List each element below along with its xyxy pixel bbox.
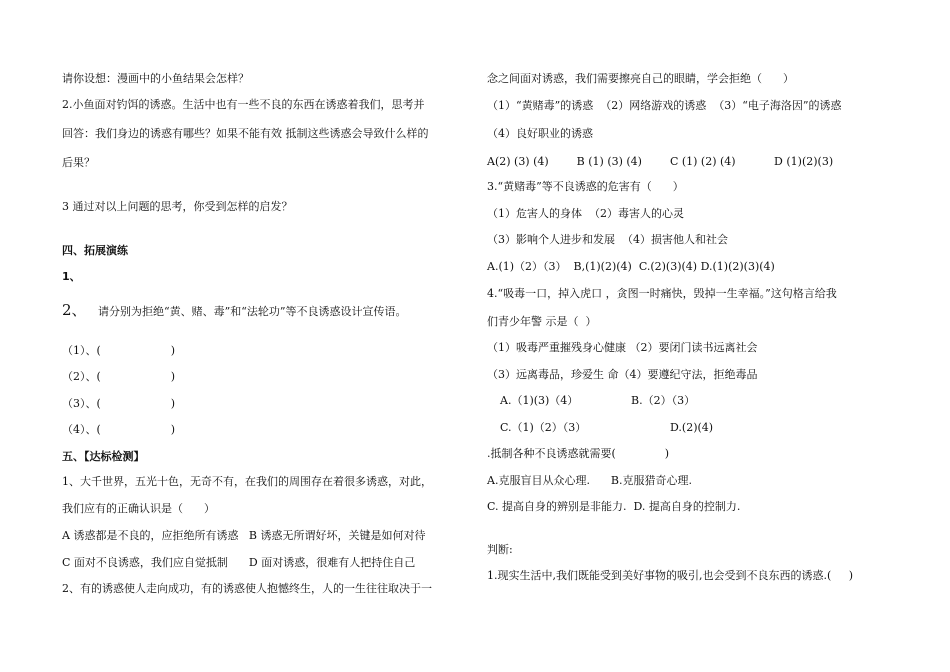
question-line: 1、大千世界，五光十色，无奇不有，在我们的周围存在着很多诱惑，对此， xyxy=(62,475,432,488)
answer-choice-b: B.（2）（3） xyxy=(631,394,696,407)
text-line: 回答：我们身边的诱惑有哪些？如果不能有效 抵制这些诱惑会导致什么样的 xyxy=(62,127,429,140)
slogan-blank: （1）、( ) xyxy=(62,344,176,357)
question-line: 3.“黄赌毒”等不良诱惑的危害有（ ） xyxy=(487,180,684,193)
question-line: 念之间面对诱惑，我们需要擦亮自己的眼睛，学会拒绝（ ） xyxy=(487,72,794,85)
slogan-blank: （3）、( ) xyxy=(62,397,176,410)
answer-choices: A(2) (3) (4) B (1) (3) (4) C (1) (2) (4) D (1)(2)(3) xyxy=(487,155,834,168)
question-line: 4.“吸毒一口，掉入虎口 ，贪图一时痛快，毁掉一生幸福。”这句格言给我 xyxy=(487,287,837,300)
question-line: .抵制各种不良诱惑就需要( ) xyxy=(487,447,670,460)
prompt-text: 请分别为拒绝“黄、赌、毒”和“法轮功”等不良诱惑设计宣传语。 xyxy=(98,305,407,318)
section-heading: 四、拓展演练 xyxy=(62,244,128,257)
text-line: 请你设想：漫画中的小鱼结果会怎样？ xyxy=(62,72,249,85)
question-option: A 诱惑都是不良的，应拒绝所有诱惑 B 诱惑无所谓好坏，关键是如何对待 xyxy=(62,529,426,542)
item-number: 2、 xyxy=(62,301,87,319)
item-number: 1、 xyxy=(62,270,81,283)
question-line: 2、有的诱惑使人走向成功，有的诱惑使人抱憾终生，人的一生往往取决于一 xyxy=(62,582,432,595)
text-line: 3 通过对以上问题的思考，你受到怎样的启发？ xyxy=(62,200,293,213)
question-line: 们青少年警 示是（ ） xyxy=(487,315,597,328)
question-option: （3）影响个人进步和发展 （4）损害他人和社会 xyxy=(487,233,728,246)
question-option: （1）“黄赌毒”的诱惑 （2）网络游戏的诱惑 （3）“电子海洛因”的诱惑 xyxy=(487,99,842,112)
question-option: （3）远离毒品，珍爱生 命（4）要遵纪守法，拒绝毒品 xyxy=(487,368,758,381)
answer-choice-d: D.(2)(4) xyxy=(670,421,714,434)
question-option: A.克服盲目从众心理. B.克服猎奇心理. xyxy=(487,474,692,487)
question-option: C 面对不良诱惑，我们应自觉抵制 D 面对诱惑，很难有人把持住自己 xyxy=(62,556,416,569)
text-line: 后果？ xyxy=(62,156,95,169)
prompt-line xyxy=(62,303,407,319)
answer-choices: A.(1)（2）（3） B,(1)(2)(4) C.(2)(3)(4) D.(1)(2)(3)(4) xyxy=(487,260,775,273)
answer-choice-c: C.（1)（2）（3） xyxy=(500,421,587,434)
section-heading: 五、【达标检测】 xyxy=(62,450,145,463)
question-option: （1）危害人的身体 （2）毒害人的心灵 xyxy=(487,207,684,220)
question-option: （1）吸毒严重摧残身心健康 （2）要闭门读书远离社会 xyxy=(487,341,758,354)
section-label: 判断: xyxy=(487,543,513,556)
question-line: 1.现实生活中,我们既能受到美好事物的吸引,也会受到不良东西的诱惑.( ) xyxy=(487,569,854,582)
answer-choice-a: A.（1)(3)（4） xyxy=(500,394,579,407)
slogan-blank: （4）、( ) xyxy=(62,423,176,436)
question-line: 我们应有的正确认识是（ ） xyxy=(62,502,215,515)
text-line: 2.小鱼面对钓饵的诱惑。生活中也有一些不良的东西在诱惑着我们，思考并 xyxy=(62,98,425,111)
question-option: C. 提高自身的辨别是非能力. D. 提高自身的控制力. xyxy=(487,500,741,513)
question-option: （4）良好职业的诱惑 xyxy=(487,127,593,140)
slogan-blank: （2）、( ) xyxy=(62,370,176,383)
